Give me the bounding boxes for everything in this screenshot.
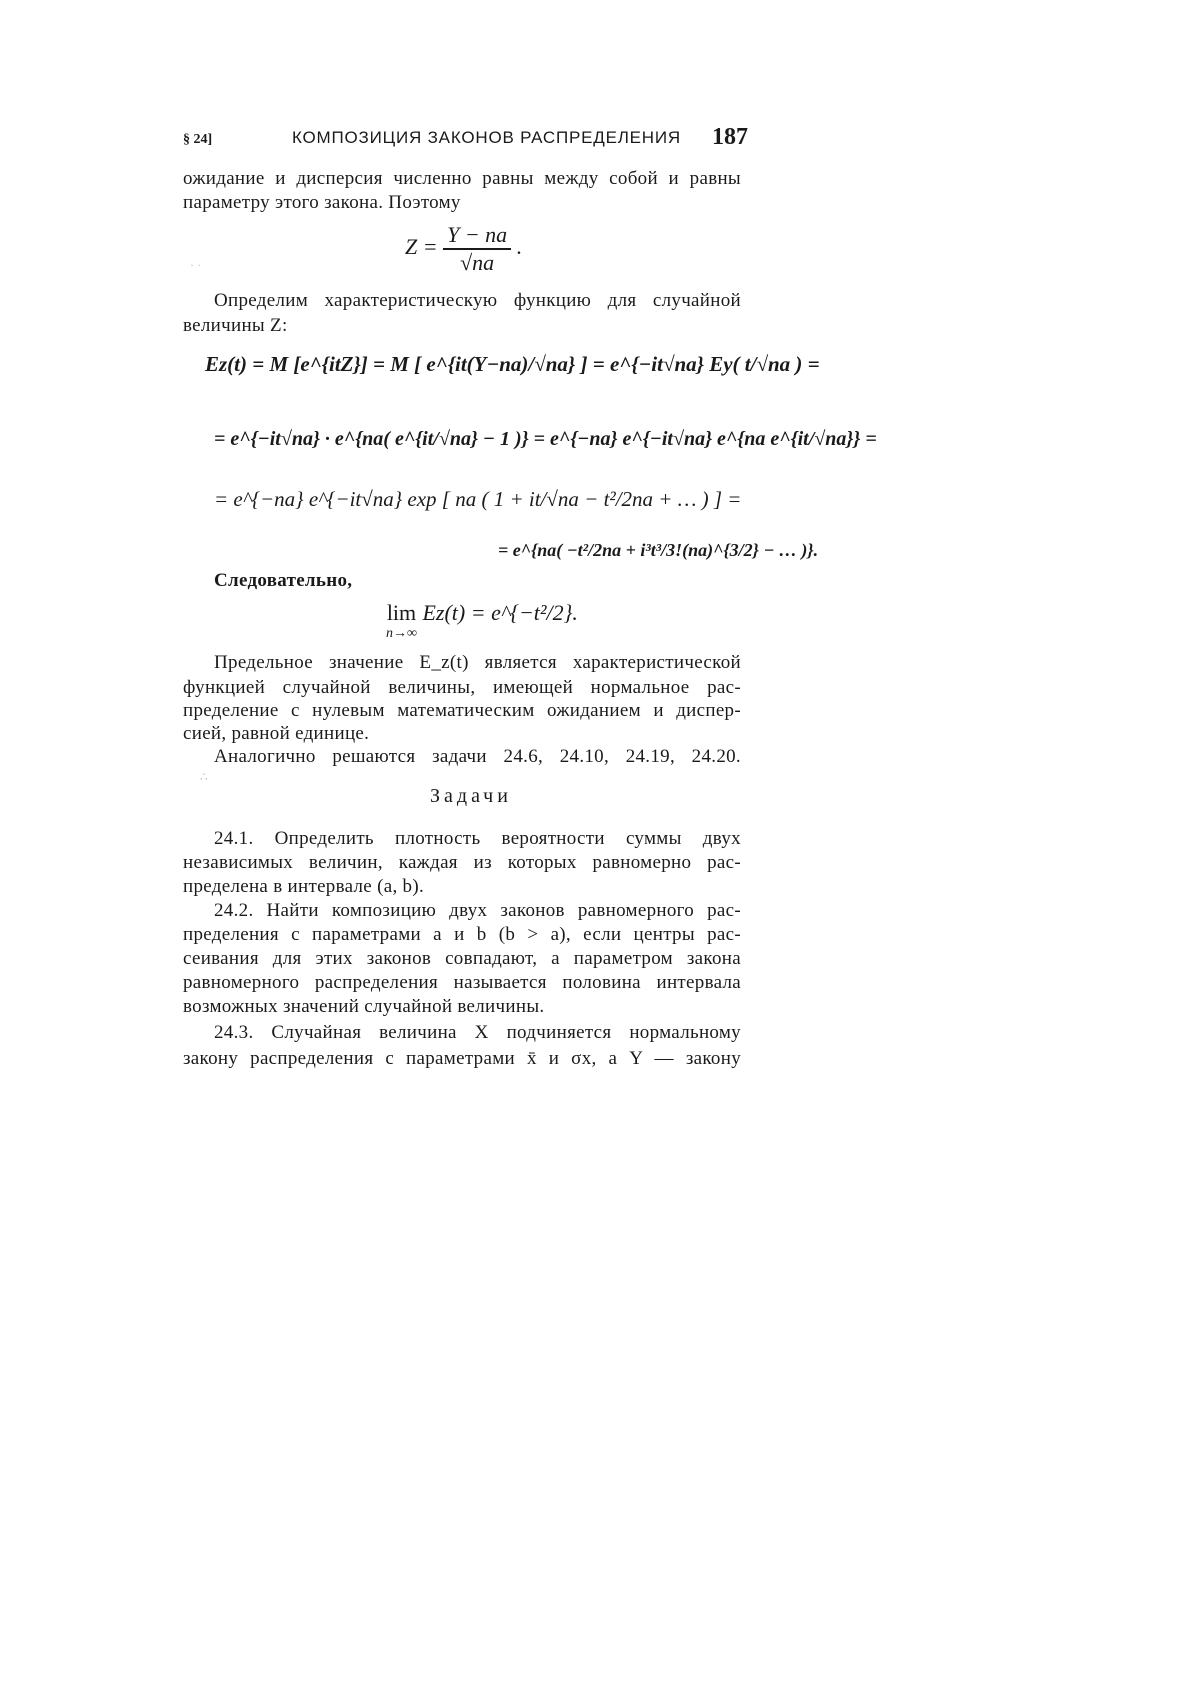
equation-line-2: = e^{−it√na} · e^{na( e^{it/√na} − 1 )} = e^{−na} e^{−it√na} e^{na e^{it/√na}} =	[214, 428, 877, 450]
problem-24-1-line: пределена в интервале (a, b).	[183, 876, 425, 897]
z-formula: Z = $\frac{Y - na}{√na}$ .	[405, 222, 523, 275]
problem-24-3-line: 24.3. Случайная величина X подчиняется нормальному	[214, 1022, 741, 1043]
equation-line-1: Ez(t) = M [e^{itZ}] = M [ e^{it(Y−na)/√na} ] = e^{−it√na} Ey( t/√na ) =	[205, 352, 820, 376]
equation-line-3: = e^{−na} e^{−it√na} exp [ na ( 1 + it/√na − t²/2na + … ) ] =	[214, 487, 742, 511]
z-numerator: Y − na	[443, 222, 511, 250]
paragraph-line: Предельное значение E_z(t) является характеристической	[214, 652, 741, 673]
problem-24-2-line: 24.2. Найти композицию двух законов равномерного рас-	[214, 900, 741, 921]
scan-noise: · ·	[190, 258, 201, 272]
z-denominator: √na	[460, 250, 495, 275]
problem-24-2-line: сеивания для этих законов совпадают, а параметром закона	[183, 948, 741, 969]
paragraph-line: функцией случайной величины, имеющей нормальное рас-	[183, 677, 741, 698]
running-title: КОМПОЗИЦИЯ ЗАКОНОВ РАСПРЕДЕЛЕНИЯ	[292, 128, 681, 147]
body-line: ожидание и дисперсия численно равны между собой и равны	[183, 168, 741, 189]
limit-operator: lim n→∞	[386, 600, 417, 641]
paragraph-line: пределение с нулевым математическим ожиданием и диспер-	[183, 700, 741, 721]
problem-24-2-line: равномерного распределения называется половина интервала	[183, 972, 741, 993]
problem-24-2-line: пределения с параметрами a и b (b > a), если центры рас-	[183, 924, 741, 945]
problem-24-2-line: возможных значений случайной величины.	[183, 996, 545, 1017]
conclusion-label: Следовательно,	[214, 570, 353, 591]
page-number: 187	[712, 124, 748, 150]
scan-noise: ∴	[200, 770, 208, 784]
similar-problems-line: Аналогично решаются задачи 24.6, 24.10, 24.19, 24.20.	[214, 746, 741, 767]
z-lhs: Z =	[405, 234, 438, 260]
equation-line-4: = e^{na( −t²/2na + i³t³/3!(na)^{3/2} − … )}.	[498, 540, 819, 560]
intro-line: Определим характеристическую функцию для случайной	[214, 290, 741, 311]
limit-rhs: Ez(t) = e^{−t²/2}.	[422, 600, 578, 625]
section-marker: § 24]	[183, 132, 213, 147]
body-line: параметру этого закона. Поэтому	[183, 192, 461, 213]
problem-24-3-line: закону распределения с параметрами x̄ и σx, а Y — закону	[183, 1048, 741, 1069]
problem-24-1-line: независимых величин, каждая из которых равномерно рас-	[183, 852, 741, 873]
problem-24-1-line: 24.1. Определить плотность вероятности суммы двух	[214, 828, 741, 849]
limit-formula	[386, 600, 578, 642]
z-fraction	[443, 222, 511, 276]
paragraph-line: сией, равной единице.	[183, 723, 370, 744]
intro-line: величины Z:	[183, 315, 288, 336]
problems-heading: Задачи	[430, 785, 512, 807]
